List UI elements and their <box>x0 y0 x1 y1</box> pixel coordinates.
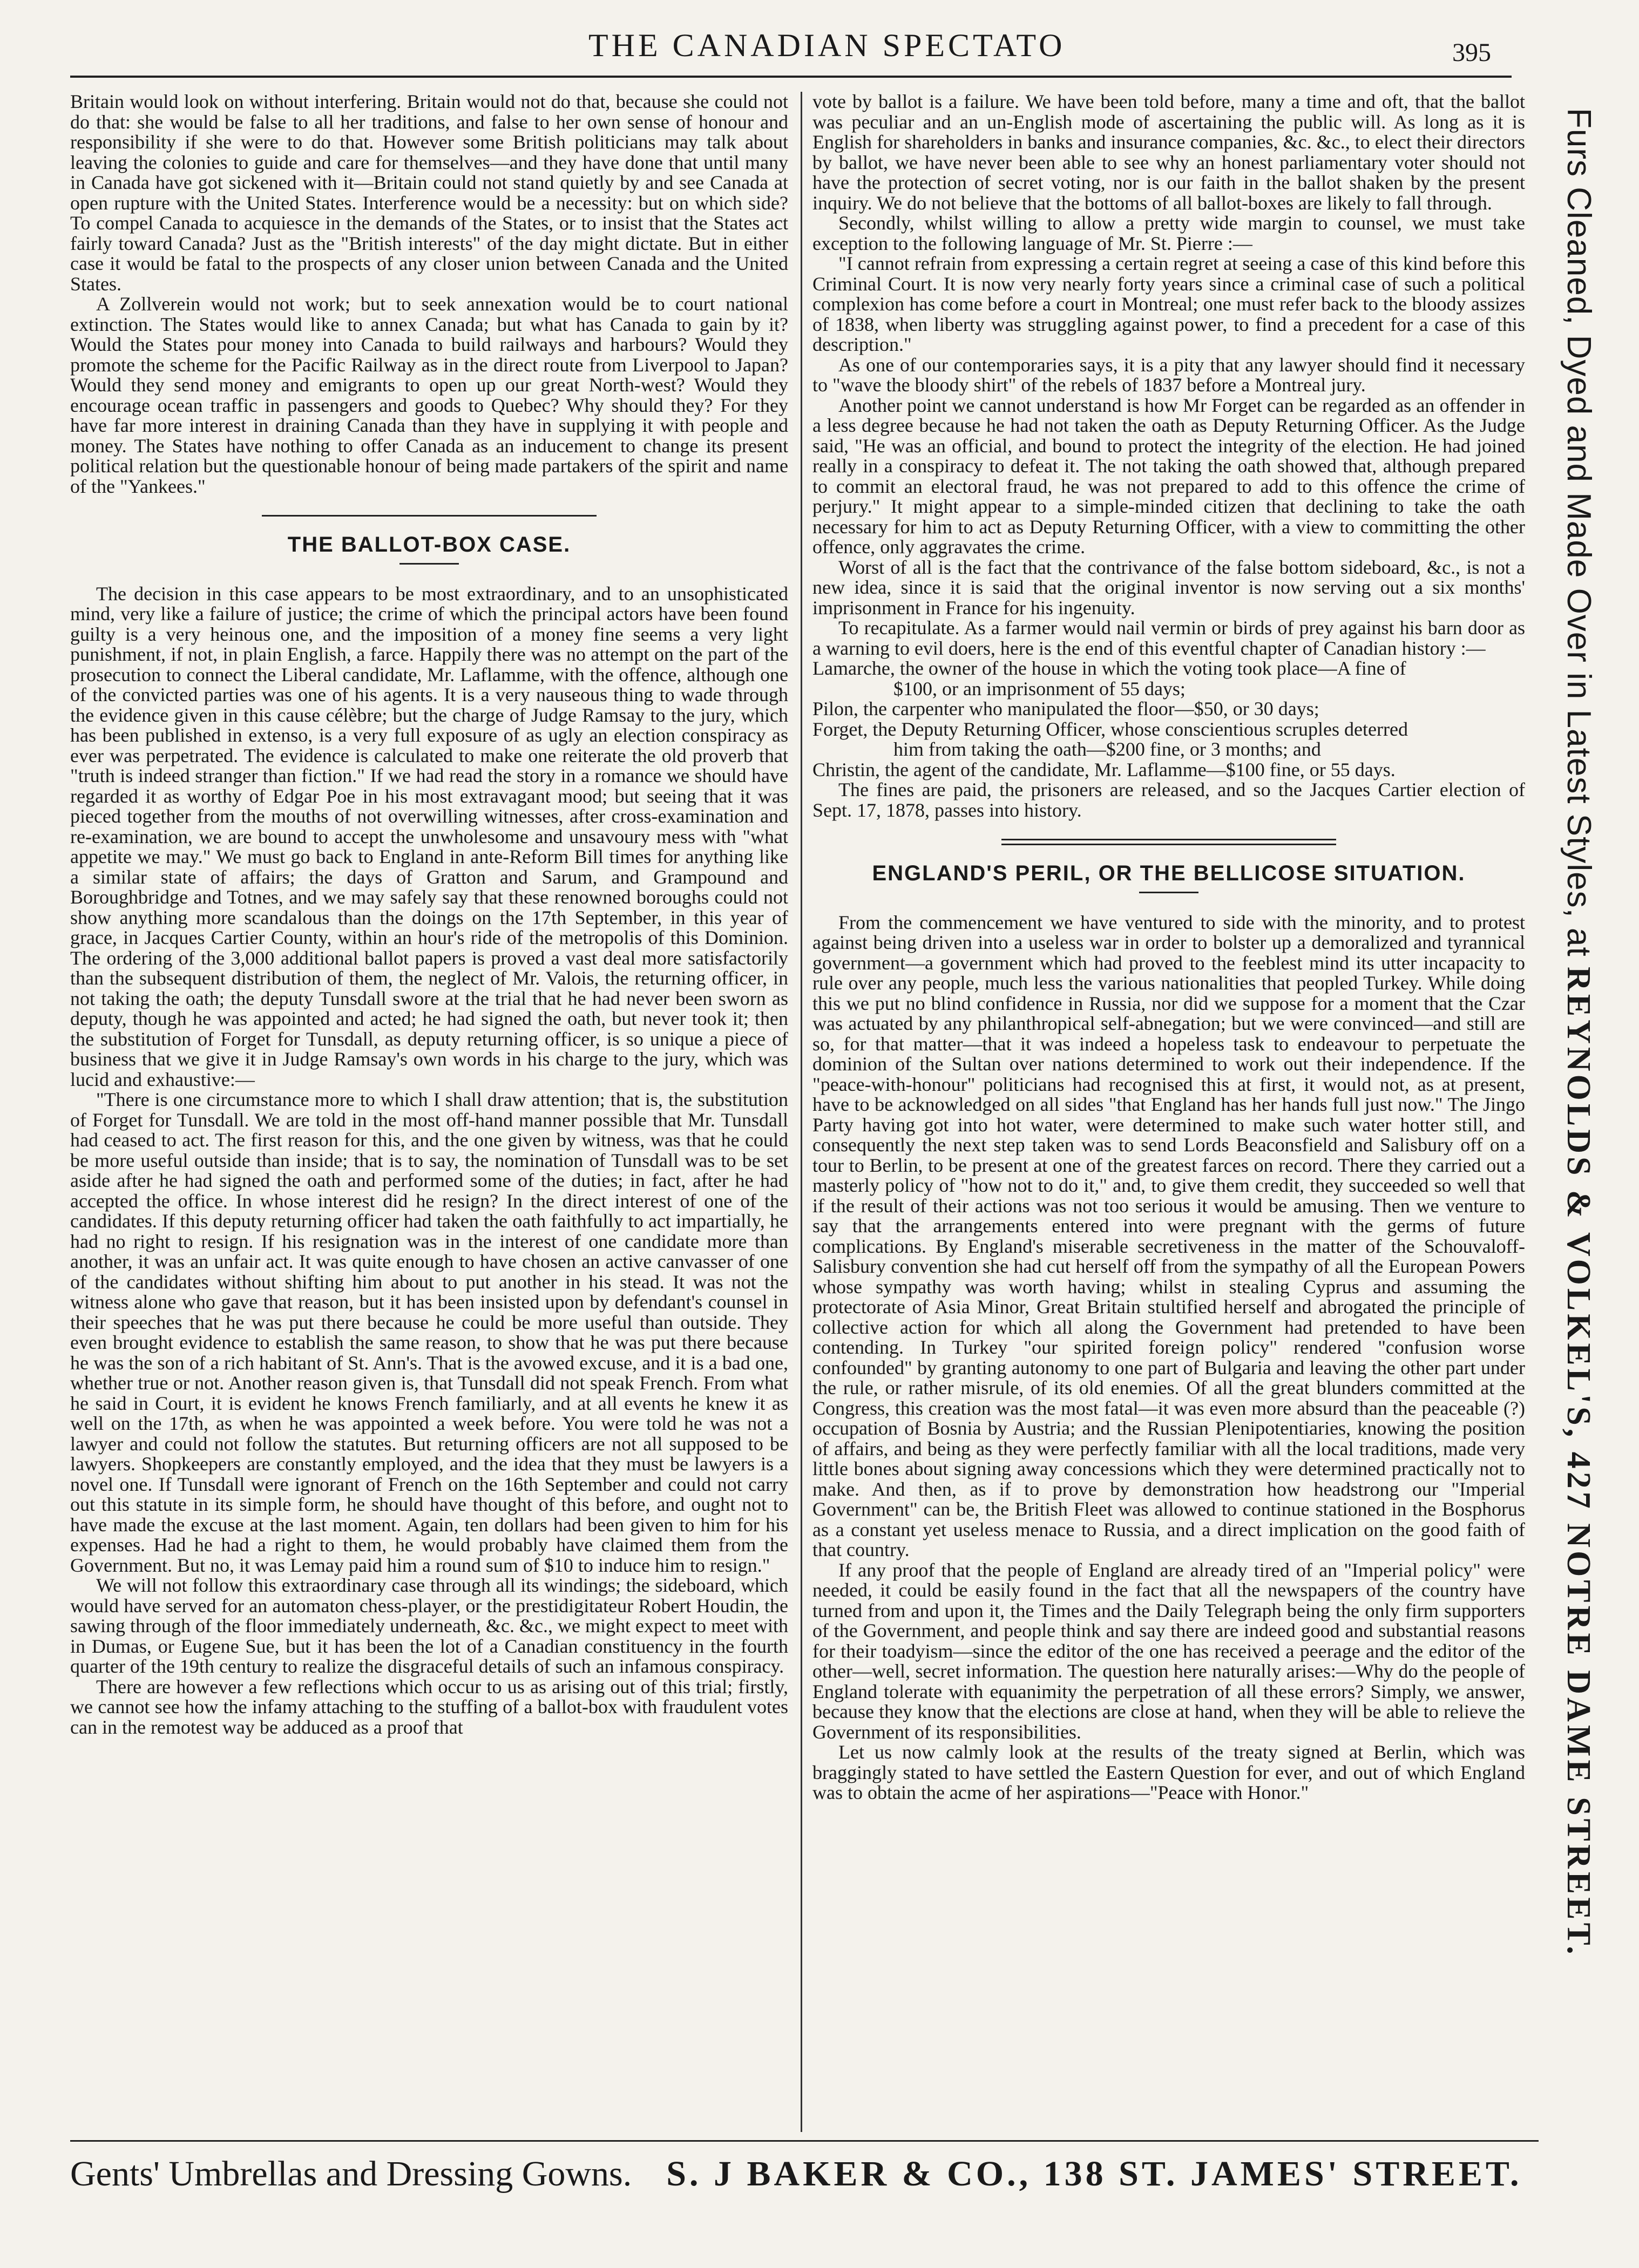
right-column <box>812 92 1525 1803</box>
paragraph: A Zollverein would not work; but to seek annexation would be to court national extinction. The States would like to annex Canada; but what has Canada to gain by it? Would the States pour money into Canada to build railways and harbours? Would they promote the scheme for the Pacific Railway as in the direct route from Liverpool to Japan? Would they send money and emigrants to open up our great North-west? Would they encourage ocean traffic in passengers and goods to Quebec? Why should they? For they have far more interest in draining Canada than they have in supplying it with people and money. The States have nothing to offer Canada as an inducement to change its present political relation but the questionable honour of being made partakers of the spirit and name of the "Yankees." <box>70 293 788 497</box>
footer-rule <box>70 2140 1539 2142</box>
st-pierre-quote: "I cannot refrain from expressing a certain regret at seeing a case of this kind before this Criminal Court. It is now very nearly forty years since a criminal case of such a political complexion has come before a court in Montreal; one must refer back to the bloody assizes of 1838, when liberty was struggling against power, to find a precedent for a case of this description." <box>812 253 1525 355</box>
paragraph: There are however a few reflections which occur to us as arising out of this trial; firstly, we cannot see how the infamy attaching to the stuffing of a ballot-box with fraudulent votes can in the remotest way be adduced as a proof that <box>70 1675 788 1738</box>
sentence-first-line: Lamarche, the owner of the house in which the voting took place—A fine of <box>812 657 1406 679</box>
sentence-item <box>812 719 1525 760</box>
footer-advertisement <box>70 2154 1571 2213</box>
masthead <box>0 22 1639 81</box>
article-heading-ballot-box: THE BALLOT-BOX CASE. <box>287 533 571 556</box>
judge-quote: "There is one circumstance more to which I shall draw attention; that is, the substitution of Forget for Tunsdall. We are told in the most off-hand manner possible that Mr. Tunsdall had ceased to act. The first reason for this, and the one given by witness, was that he could be more useful outside than inside; that is to say, the nomination of Tunsdall was to be set aside after he had signed the oath and performed some of the duties; in fact, after he had accepted the office. In whose interest did he resign? In the direct interest of one of the candidates. If this deputy returning officer had taken the oath faithfully to act impartially, he had no right to resign. If his resignation was in the interest of one candidate more than another, it was an unfair act. It was quite enough to have chosen an active canvasser of one of the candidates without shifting him about to put another in his stead. It was not the witness alone who gave that reason, but it has been insisted upon by defendant's counsel in their speeches that he was put there because he could be more useful than outside. They even brought evidence to establish the same reason, to show that he was put there because he was the son of a rich habitant of St. Ann's. That is the avowed excuse, and it is a bad one, whether true or not. Another reason given is, that Tunsdall did not speak French. From what he said in Court, it is evident he knows French familiarly, and at all events he knew it as well on the 17th, as when he was appointed a week before. You were told he was not a lawyer and could not follow the statutes. But returning officers are not all supposed to be lawyers. Shopkeepers are constantly employed, and the idea that they must be lawyers is a novel one. If Tunsdall were ignorant of French on the 16th September and could not carry out this statute in its simple form, he should have thought of this before, and ought not to have made the excuse at the last moment. Again, ten dollars had been given to him for his expenses. Had he had a right to them, he would probably have claimed them from the Government. But no, it was Lemay paid him a round sum of $10 to induce him to resign." <box>70 1089 788 1576</box>
paragraph: We will not follow this extraordinary case through all its windings; the sideboard, which would have served for an automaton chess-player, or the prestidigitateur Robert Houdin, the sawing through of the floor immediately underneath, &c. &c., we might expect to meet with in Dumas, or Eugene Sue, but it has been the lot of a Canadian constituency in the fourth quarter of the 19th century to realize the disgraceful details of such an infamous conspiracy. <box>70 1574 788 1677</box>
page-number: 395 <box>1452 38 1491 67</box>
side-ad-shop: REYNOLDS & VOLKEL'S, 427 NOTRE DAME STREET. <box>1560 967 1597 1958</box>
side-advertisement <box>1536 108 1601 2175</box>
heading-rule <box>399 563 459 565</box>
paragraph: From the commencement we have ventured to side with the minority, and to protest against being driven into a useless war in order to bolster up a demoralized and tyrannical government—a government which had proved to the feeblest mind its utter incapacity to rule over any people, much less the various nationalities that peopled Turkey. While doing this we put no blind confidence in Russia, nor did we suppose for a moment that the Czar was actuated by any philanthropical self-abnegation; but we were convinced—and still are so, for that matter—that it was indeed a hopeless task to endeavour to perpetuate the dominion of the Sultan over nations determined to work out their independence. If the "peace-with-honour" politicians had recognised this at first, it would not, as at present, have to be acknowledged on all sides "that England has her hands full just now." The Jingo Party having got into hot water, were determined to make such water hotter still, and consequently the next step taken was to send Lords Beaconsfield and Salisbury off on a tour to Berlin, to be present at one of the greatest farces on record. There they carried out a masterly policy of "how not to do it," and, to give them credit, they succeeded so well that if the result of their actions was not too serious it would be amusing. Then we venture to say that the arrangements entered into were pregnant with the germs of future complications. By England's miserable secretiveness in the matter of the Schouvaloff-Salisbury convention she had cut herself off from the sympathy of all the European Powers whose sympathy was worth having; whilst in stealing Cyprus and assuming the protectorate of Asia Minor, Great Britain stultified herself and abrogated the principle of collective action for which all along the Government had pretended to have been contending. In Turkey "our spirited foreign policy" rendered "confusion worse confounded" by granting autonomy to one part of Bulgaria and leaving the other part under the rule, or rather misrule, of its old enemies. Of all the great blunders committed at the Congress, this creation was the most fatal—it was even more absurd than the peaceable (?) occupation of Bosnia by Austria; and the Russian Plenipotentiaries, knowing the position of affairs, and being as they were perfectly familiar with all the local traditions, made very little bones about signing away concessions which they were determined practically not to make. And then, as if to prove by demonstration how headstrong our "Imperial Government" can be, the British Fleet was allowed to continue stationed in the Bosphorus as a constant yet useless menace to Russia, and a direct implication on the good faith of that country. <box>812 911 1525 1560</box>
sentence-first-line: Christin, the agent of the candidate, Mr. Laflamme—$100 fine, or 55 days. <box>812 758 1396 780</box>
paragraph: Secondly, whilst willing to allow a pretty wide margin to counsel, we must take exception to the following language of Mr. St. Pierre :— <box>812 212 1525 254</box>
paragraph: Another point we cannot understand is how Mr Forget can be regarded as an offender in a less degree because he had not taken the oath as Deputy Returning Officer. As the Judge said, "He was an official, and bound to protect the integrity of the election. He had joined really in a conspiracy to defeat it. The not taking the oath showed that, although prepared to commit an electoral fraud, he was not prepared to add to this offence the crime of perjury." It might appear to a simple-minded citizen that declining to take the oath necessary for him to act as Deputy Returning Officer, with a view to committing the other offence, only aggravates the crime. <box>812 394 1525 558</box>
header-rule <box>70 76 1512 78</box>
column-divider <box>801 92 802 2132</box>
paragraph: The decision in this case appears to be most extraordinary, and to an unsophisticated mind, very like a failure of justice; the crime of which the principal actors have been found guilty is a very heinous one, and the imposition of a money fine seems a very light punishment, if not, in plain English, a farce. Happily there was no attempt on the part of the prosecution to connect the Liberal candidate, Mr. Laflamme, with the offence, although one of the convicted parties was one of his agents. It is a very nauseous thing to wade through the evidence given in this cause célèbre; but the charge of Judge Ramsay to the jury, which has been published in extenso, is a very full exposure of as ugly an election conspiracy as ever was perpetrated. The evidence is calculated to make one reiterate the old proverb that "truth is indeed stranger than fiction." If we had read the story in a romance we should have regarded it as worthy of Edgar Poe in his most extravagant mood; but seeing that it was pieced together from the mouths of not overwilling witnesses, after cross-examination and re-examination, we are bound to accept the unwholesome and unsavoury mess with "what appetite we may." We must go back to England in ante-Reform Bill times for anything like a similar state of affairs; the days of Gratton and Sarum, and Grampound and Boroughbridge and Totnes, and we may safely say that these renowned boroughs could not show anything more scandalous than the doings on the 17th September, in this year of grace, in Jacques Cartier County, within an hour's ride of the metropolis of this Dominion. The ordering of the 3,000 additional ballot papers is proved a vast deal more satisfactorily than the subsequent distribution of them, the neglect of Mr. Valois, the returning officer, in not taking the oath; the deputy Tunsdall swore at the trial that he had never been sworn as deputy, though he was appointed and acted; he had signed the oath, but never took it; then the substitution of Forget for Tunsdall, as deputy returning officer, is so unique a piece of business that we give it in Judge Ramsay's own words in his charge to the jury, which was lucid and exhaustive:— <box>70 582 788 1090</box>
paragraph: Worst of all is the fact that the contrivance of the false bottom sideboard, &c., is not a new idea, since it is said that the original inventor is now serving out a six months' imprisonment in France for his ingenuity. <box>812 556 1525 619</box>
sentence-item <box>812 658 1525 699</box>
paragraph: Britain would look on without interfering. Britain would not do that, because she could not do that: she would be false to all her traditions, and false to her own sense of honour and responsibility if she were to do that. However some British politicians may talk about leaving the colonies to guide and care for themselves—and they have done that until many in Canada have got sickened with it—Britain could not stand quietly by and see Canada at open rupture with the United States. Interference would be a necessity: but on which side? To compel Canada to acquiesce in the demands of the States, or to insist that the States act fairly toward Canada? Just as the "British interests" of the day might dictate. But in either case it would be fatal to the prospects of any closer union between Canada and the United States. <box>70 91 788 295</box>
section-divider <box>1001 839 1336 845</box>
paragraph: The fines are paid, the prisoners are released, and so the Jacques Cartier election of Sept. 17, 1878, passes into history. <box>812 779 1525 821</box>
sentence-continuation: him from taking the oath—$200 fine, or 3 months; and <box>893 738 1321 760</box>
left-column <box>70 92 788 1737</box>
heading-rule <box>1139 892 1198 893</box>
sentence-continuation: $100, or an imprisonment of 55 days; <box>893 677 1186 700</box>
section-divider <box>262 515 597 517</box>
sentence-first-line: Forget, the Deputy Returning Officer, whose conscientious scruples deterred <box>812 718 1408 740</box>
paragraph: If any proof that the people of England are already tired of an "Imperial policy" were needed, it could be easily found in the fact that all the newspapers of the country have turned from and upon it, the Times and the Daily Telegraph being the only firm supporters of the Government, and people think and say there are indeed good and substantial reasons for their toadyism—since the editor of the one has received a peerage and the editor of the other—well, secret information. The question here naturally arises:—Why do the people of England tolerate with equanimity the perpetration of all these errors? Simply, we answer, because they know that the elections are close at hand, when they will be able to relieve the Government of its responsibilities. <box>812 1559 1525 1743</box>
sentence-item <box>812 760 1525 780</box>
paragraph: To recapitulate. As a farmer would nail vermin or birds of prey against his barn door as a warning to evil doers, here is the end of this eventful chapter of Canadian history :— <box>812 617 1525 659</box>
publication-title: THE CANADIAN SPECTATO <box>588 28 1066 63</box>
paragraph: vote by ballot is a failure. We have been told before, many a time and oft, that the ballot was peculiar and an un-English mode of ascertaining the public will. As long as it is English for shareholders in banks and insurance companies, &c. &c., to elect their directors by ballot, we have never been able to see why an honest parliamentary voter should not have the protection of secret voting, nor is our faith in the ballot shaken by the present inquiry. We do not believe that the bottoms of all ballot-boxes are likely to fall through. <box>812 91 1525 214</box>
paragraph: Let us now calmly look at the results of the treaty signed at Berlin, which was braggingly stated to have settled the Eastern Question for ever, and out of which England was to obtain the acme of her aspirations—"Peace with Honor." <box>812 1741 1525 1803</box>
footer-ad-left: Gents' Umbrellas and Dressing Gowns. <box>70 2154 632 2194</box>
sentence-item <box>812 699 1525 719</box>
sentence-first-line: Pilon, the carpenter who manipulated the floor—$50, or 30 days; <box>812 698 1319 719</box>
paragraph: As one of our contemporaries says, it is a pity that any lawyer should find it necessary to "wave the bloody shirt" of the rebels of 1837 before a Montreal jury. <box>812 354 1525 396</box>
footer-ad-right: S. J BAKER & CO., 138 ST. JAMES' STREET. <box>666 2154 1522 2194</box>
side-ad-text <box>1559 108 1598 1958</box>
side-ad-slogan: Furs Cleaned, Dyed and Made Over in Latest Styles, at <box>1560 108 1597 957</box>
article-heading-englands-peril: ENGLAND'S PERIL, OR THE BELLICOSE SITUATION. <box>872 861 1466 885</box>
